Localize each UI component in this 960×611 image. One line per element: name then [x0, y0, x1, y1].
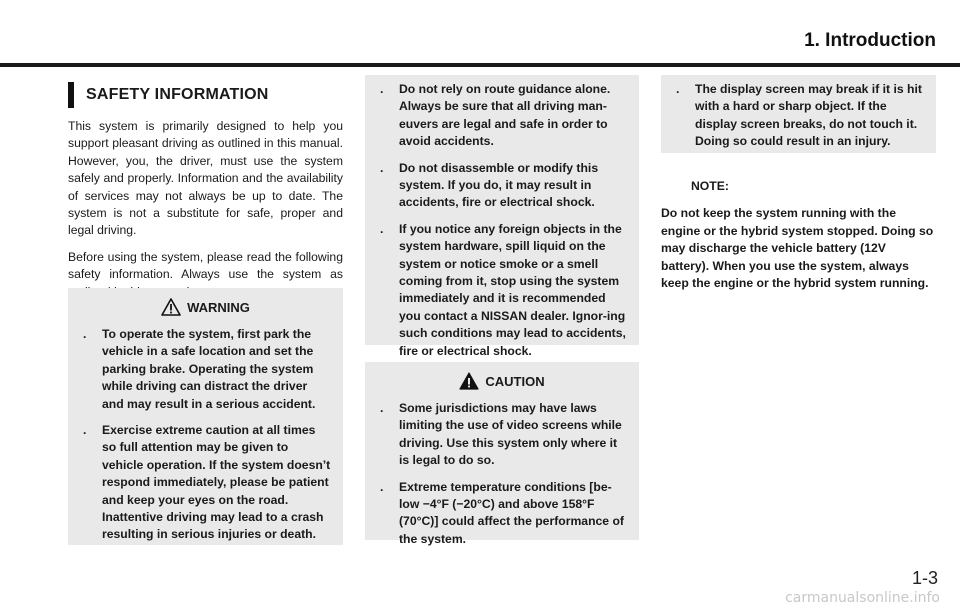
bullet: .	[380, 479, 384, 494]
caution-triangle-icon	[459, 372, 479, 390]
warning-item-text: If you notice any foreign objects in the system hardware, spill liquid on the system or notice smoke or a smell coming from it, stop using the system immediately and it is recommended you contact a NISSAN dealer. Ignor-ing such conditions may lead to accidents, fire or electrical shock.	[399, 221, 626, 358]
header-rule	[0, 63, 960, 67]
page-number: 1-3	[911, 568, 938, 588]
warning-item-text: Do not disassemble or modify this system. If you do, it may result in accidents, fire or electrical shock.	[399, 160, 599, 210]
intro-paragraph-2: Before using the system, please read the following safety information. Always use the system as	[68, 249, 343, 282]
warning-item	[377, 221, 627, 360]
caution-item-text: The display screen may break if it is hit with a hard or sharp object. If the display screen breaks, do not touch it. Doing so could result in an injury.	[695, 82, 922, 149]
caution-item	[673, 81, 924, 151]
note-text: Do not keep the system running with the engine or the hybrid system stopped. Doing so may discharge the vehicle battery (12V battery). When you use the system, always keep the engine or the hybrid system running.	[661, 206, 934, 291]
caution-item	[377, 400, 627, 470]
caution-heading	[377, 372, 627, 390]
warning-item	[377, 81, 627, 151]
warning-item-text: To operate the system, first park the vehicle in a safe location and set the parking brake. Operating the system while driving can distract the driver and may result in a serious accident.	[102, 327, 316, 411]
warning-heading	[80, 298, 331, 316]
caution-item	[377, 479, 627, 549]
warning-list	[80, 326, 331, 544]
warning-item	[80, 422, 331, 544]
note-label: NOTE:	[691, 179, 729, 193]
caution-list	[377, 400, 627, 548]
warning-triangle-icon	[161, 298, 181, 316]
warning-item-text: Do not rely on route guidance alone. Always be sure that all driving man-euvers are legal and safe in order to avoid accidents.	[399, 82, 611, 149]
caution-item-text: Extreme temperature conditions [be-low −4°F (−20°C) and above 158°F (70°C)] could affect the performance of the system.	[399, 479, 624, 546]
section-heading	[68, 82, 269, 108]
warning-heading-label: WARNING	[187, 299, 250, 315]
caution-box-part-2	[661, 75, 936, 153]
bullet: .	[380, 160, 384, 175]
bullet: .	[380, 221, 384, 236]
warning-item	[80, 326, 331, 413]
caution-box-part-1	[365, 362, 639, 546]
intro-paragraph-1: This system is primarily designed to help you support pleasant driving as outlined in this manual. However, you, the driver, must use the system safely and properly. Information and the availability of services may not always be up to date. The system is not a substitute for safe, proper and legal driving.	[68, 119, 343, 238]
watermark: carmanualsonline.info	[785, 590, 940, 606]
bullet: .	[380, 82, 384, 96]
warning-box-part-1	[68, 288, 343, 545]
bullet: .	[676, 82, 680, 96]
chapter-title: 1. Introduction	[804, 30, 936, 51]
warning-list-continued	[377, 81, 627, 360]
section-title: SAFETY INFORMATION	[86, 86, 269, 103]
caution-item-text: Some jurisdictions may have laws limiting the use of video screens while driving. Use this system only where it is legal to do so.	[399, 401, 622, 468]
bullet: .	[83, 423, 87, 438]
section-marker	[68, 82, 74, 108]
column-1	[68, 118, 343, 310]
caution-list-continued	[673, 81, 924, 151]
bullet: .	[380, 401, 384, 415]
warning-item	[377, 160, 627, 212]
warning-box-part-2	[365, 75, 639, 358]
note-section	[661, 178, 936, 292]
caution-heading-label: CAUTION	[485, 373, 545, 389]
bullet: .	[83, 327, 87, 341]
warning-item-text: Exercise extreme caution at all times so full attention may be given to vehicle operation. If the system doesn’t respond immediately, please be patient and keep your eyes on the road. Inattentive driving may lead to a crash resulting in serious injuries or death.	[102, 423, 331, 542]
